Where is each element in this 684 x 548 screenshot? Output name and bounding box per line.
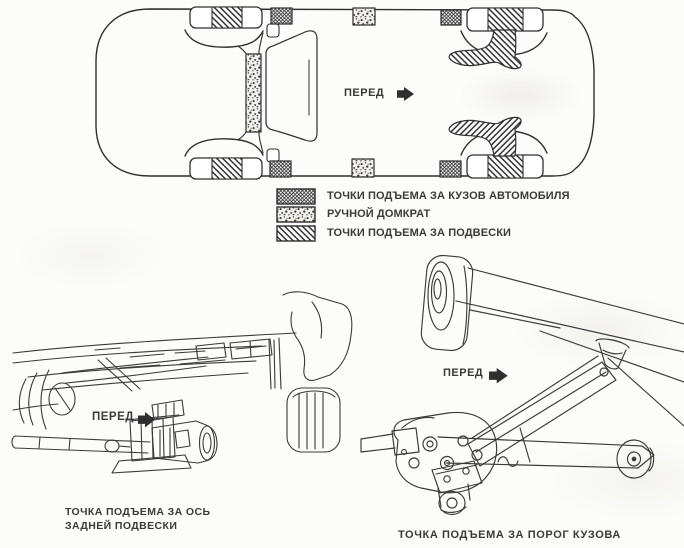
- trolley-jack-illustration: [361, 254, 684, 514]
- rear-axle-beam-stipple: [246, 54, 261, 132]
- front-label-top-view: ПЕРЕД: [344, 87, 385, 99]
- front-label-sill-jack-view: ПЕРЕД: [443, 367, 484, 379]
- rear-axle-lift-illustration: [12, 292, 352, 473]
- front-arrow-icon: [489, 368, 508, 383]
- legend-label-suspension-points: ТОЧКИ ПОДЪЕМА ЗА ПОДВЕСКИ: [327, 227, 512, 239]
- legend-label-body-points: ТОЧКИ ПОДЪЕМА ЗА КУЗОВ АВТОМОБИЛЯ: [327, 190, 570, 202]
- front-label-rear-axle-view: ПЕРЕД: [92, 411, 134, 423]
- front-suspension-arm: [449, 117, 521, 156]
- caption-sill-jack-point: ТОЧКА ПОДЪЕМА ЗА ПОРОГ КУЗОВА: [398, 529, 621, 541]
- front-arrow-icon: [397, 87, 414, 101]
- legend-swatch-suspension-points: [277, 226, 315, 241]
- legend-swatches: [277, 189, 315, 241]
- caption-line-1: ТОЧКА ПОДЪЕМА ЗА ОСЬ: [65, 506, 211, 518]
- legend-label-hand-jack: РУЧНОЙ ДОМКРАТ: [327, 208, 431, 220]
- front-suspension-arm: [449, 30, 521, 69]
- legend-swatch-body-points: [277, 189, 315, 204]
- caption-line-2: ЗАДНЕЙ ПОДВЕСКИ: [65, 519, 178, 532]
- caption-rear-axle-jack-point: [65, 506, 210, 533]
- legend-swatch-hand-jack: [277, 207, 315, 222]
